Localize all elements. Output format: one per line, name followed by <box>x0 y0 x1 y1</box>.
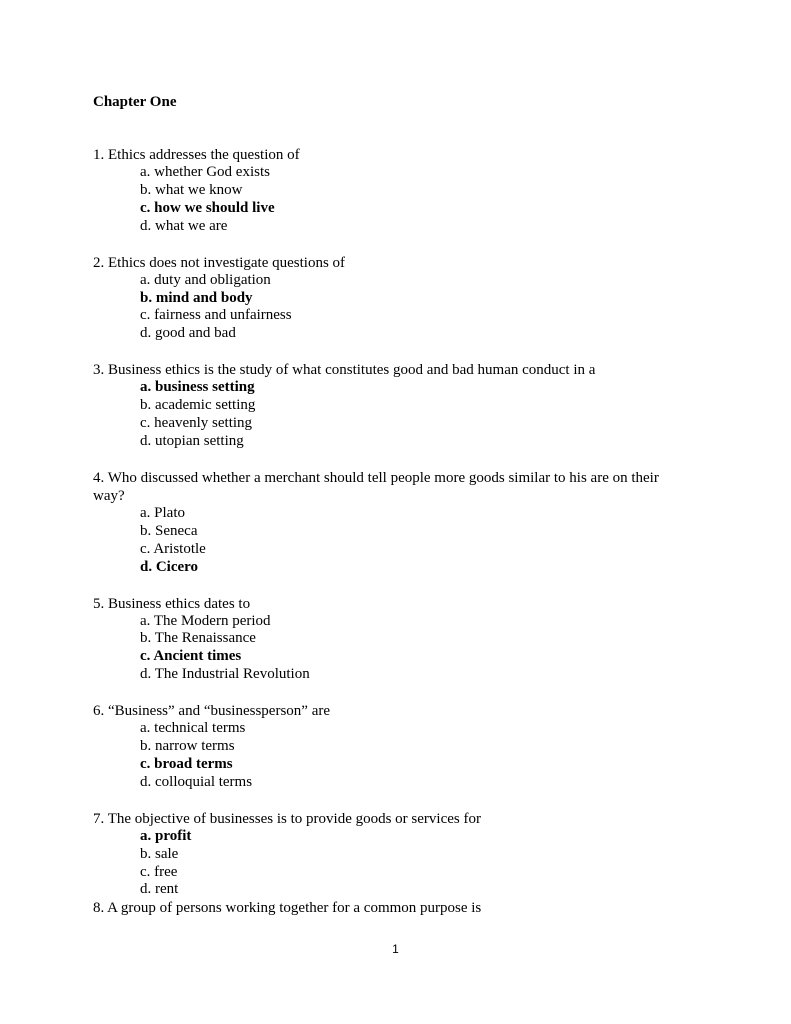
question-3 <box>93 361 693 451</box>
option-a: a. whether God exists <box>140 164 270 180</box>
option-d: d. colloquial terms <box>140 773 253 790</box>
answer-options <box>93 379 693 451</box>
option-b: b. narrow terms <box>140 738 235 755</box>
question-5 <box>93 595 693 685</box>
option-c: c. free <box>140 863 178 880</box>
answer-options <box>93 613 693 685</box>
answer-options <box>93 272 693 344</box>
option-b-correct: b. mind and body <box>140 289 253 306</box>
option-d: d. rent <box>140 881 179 898</box>
option-c: c. Aristotle <box>140 540 206 557</box>
option-d: d. The Industrial Revolution <box>140 666 310 683</box>
option-b: b. academic setting <box>140 397 256 414</box>
option-c-correct: c. how we should live <box>140 199 275 216</box>
option-b: b. The Renaissance <box>140 630 256 647</box>
question-text: 5. Business ethics dates to <box>93 595 251 612</box>
question-text: 4. Who discussed whether a merchant should tell people more goods similar to his are on their way? <box>93 469 659 504</box>
option-c-correct: c. broad terms <box>140 755 233 772</box>
question-list <box>93 146 693 935</box>
question-text: 7. The objective of businesses is to provide goods or services for <box>93 810 481 827</box>
question-2 <box>93 254 693 344</box>
option-a: a. technical terms <box>140 720 246 737</box>
option-a-correct: a. profit <box>140 827 192 844</box>
answer-options <box>93 164 693 236</box>
question-1 <box>93 146 693 236</box>
page-number: 1 <box>392 942 399 956</box>
question-text: 1. Ethics addresses the question of <box>93 147 300 163</box>
answer-options <box>93 720 693 792</box>
chapter-title: Chapter One <box>93 94 177 110</box>
question-8 <box>93 899 693 917</box>
option-d-correct: d. Cicero <box>140 558 199 575</box>
option-b: b. what we know <box>140 181 243 198</box>
option-a-correct: a. business setting <box>140 379 255 396</box>
question-text: 6. “Business” and “businessperson” are <box>93 703 331 720</box>
question-6 <box>93 702 693 792</box>
answer-options <box>93 828 693 900</box>
answer-options <box>93 505 693 577</box>
option-a: a. The Modern period <box>140 612 271 629</box>
option-a: a. Plato <box>140 504 185 521</box>
question-7 <box>93 810 693 900</box>
option-c-correct: c. Ancient times <box>140 648 242 665</box>
option-d: d. good and bad <box>140 325 236 342</box>
option-d: d. what we are <box>140 217 228 234</box>
option-b: b. Seneca <box>140 522 198 539</box>
question-text: 8. A group of persons working together for a common purpose is <box>93 900 482 917</box>
option-c: c. heavenly setting <box>140 415 253 432</box>
option-c: c. fairness and unfairness <box>140 307 292 324</box>
option-a: a. duty and obligation <box>140 271 271 288</box>
question-text: 2. Ethics does not investigate questions of <box>93 254 346 271</box>
question-text: 3. Business ethics is the study of what constitutes good and bad human conduct in a <box>93 362 596 379</box>
option-d: d. utopian setting <box>140 432 244 449</box>
question-4 <box>93 469 693 577</box>
option-b: b. sale <box>140 845 179 862</box>
